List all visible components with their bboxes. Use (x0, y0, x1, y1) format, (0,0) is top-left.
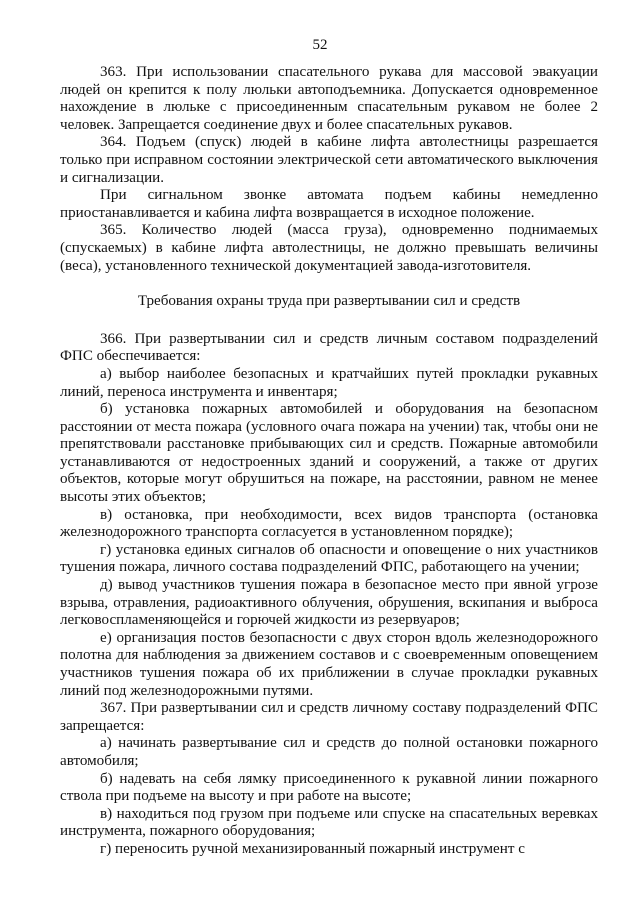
paragraph-366-d: д) вывод участников тушения пожара в безопасное место при явной угрозе взрыва, отравления, радиоактивного облучения, обрушения, вскипания и выброса легковоспламеняющейся и горючей жидкости из резервуаров; (60, 577, 598, 629)
paragraph-367: 367. При развертывании сил и средств личному составу подразделений ФПС запрещается: (60, 700, 598, 734)
paragraph-366-v: в) остановка, при необходимости, всех видов транспорта (остановка железнодорожного транспорта согласуется в установленном порядке); (60, 506, 598, 541)
paragraph-366-g: г) установка единых сигналов об опасности и оповещение о них участников тушения пожара, личного состава подразделений ФПС, работающего на учении; (60, 541, 598, 576)
paragraph-364-signal: При сигнальном звонке автомата подъем кабины немедленно приостанавливается и кабина лифта возвращается в исходное положение. (60, 187, 598, 221)
paragraph-367-b: б) надевать на себя лямку присоединенного к рукавной линии пожарного ствола при подъеме на высоту и при работе на высоте; (60, 770, 598, 805)
paragraph-365: 365. Количество людей (масса груза), одновременно поднимаемых (спускаемых) в кабине лифта автолестницы, не должно превышать величины (веса), установленного технической документацией завода-изготовителя. (60, 222, 598, 274)
paragraph-366: 366. При развертывании сил и средств личным составом подразделений ФПС обеспечивается: (60, 330, 598, 365)
document-body (60, 64, 598, 859)
paragraph-367-g: г) переносить ручной механизированный пожарный инструмент с (100, 840, 525, 857)
paragraph-364: 364. Подъем (спуск) людей в кабине лифта автолестницы разрешается только при исправном состоянии электрической сети автоматического выключения и сигнализации. (60, 134, 598, 186)
paragraph-366-e: е) организация постов безопасности с двух сторон вдоль железнодорожного полотна для наблюдения за движением составов и с своевременным оповещением участников тушения пожара об их приближении в случае прокладки рукавных линий под железнодорожными путями. (60, 629, 598, 699)
paragraph-366-a: а) выбор наиболее безопасных и кратчайших путей прокладки рукавных линий, переноса инструмента и инвентаря; (60, 365, 598, 400)
page-number: 52 (312, 37, 328, 53)
paragraph-363: 363. При использовании спасательного рукава для массовой эвакуации людей он крепится к полу люльки автоподъемника. Допускается одновременное нахождение в люльке с присоединенным спасательным рукавом не более 2 человек. Запрещается соединение двух и более спасательных рукавов. (60, 64, 598, 133)
paragraph-366-b: б) установка пожарных автомобилей и оборудования на безопасном расстоянии от места пожара (условного очага пожара на учении) так, чтобы они не препятствовали расстановке прибывающих сил и средств. Пожарные автомобили устанавливаются от недостроенных зданий и сооружений, а также от других объектов, которые могут обрушиться на пожаре, на расстоянии, равном не менее высоты этих объектов; (60, 401, 598, 506)
paragraph-367-a: а) начинать развертывание сил и средств до полной остановки пожарного автомобиля; (60, 735, 598, 769)
section-heading: Требования охраны труда при развертывании сил и средств (137, 293, 521, 310)
paragraph-367-v: в) находиться под грузом при подъеме или спуске на спасательных веревках инструмента, пожарного оборудования; (60, 805, 598, 840)
